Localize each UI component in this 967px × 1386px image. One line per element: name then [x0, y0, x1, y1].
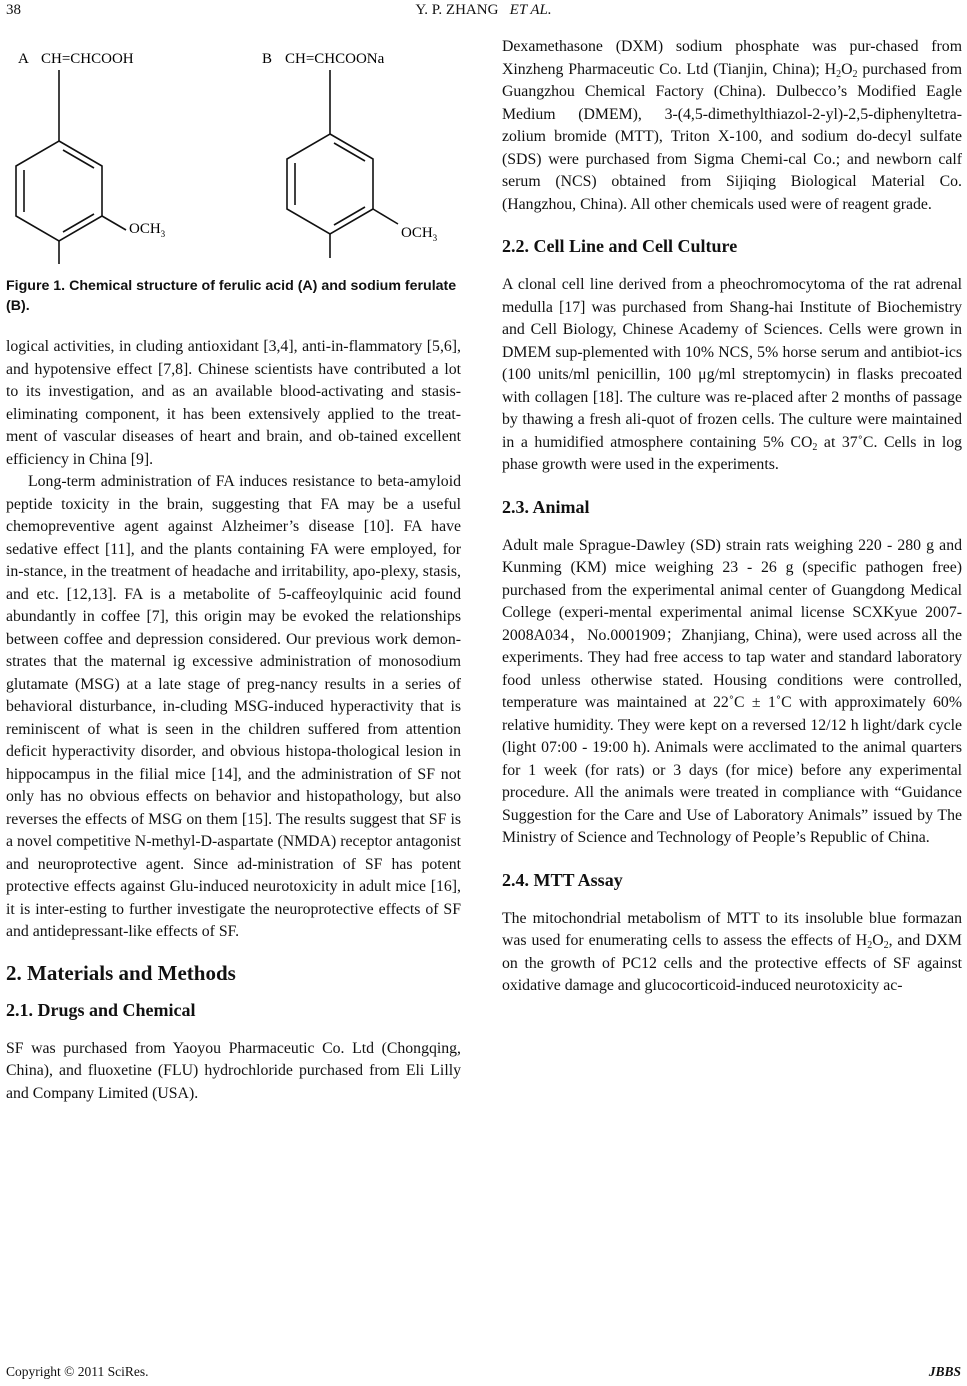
subsection-heading: 2.4. MTT Assay [502, 869, 623, 890]
right-column [502, 36, 962, 998]
benzene-ring-a [16, 141, 102, 241]
bond-a-och3 [102, 216, 126, 230]
structure-a [16, 70, 126, 264]
author-name: Y. P. ZHANG [415, 2, 499, 18]
page-number: 38 [6, 2, 21, 18]
label-b: B [262, 51, 273, 67]
left-column [6, 36, 461, 1105]
paragraph: The mitochondrial metabolism of MTT to its insoluble blue formazan was used for enumerating cells to assess the effects of $H_2O_2$, and DXM on the growth of PC12 cells and the protective effects of SF against oxidative damage and glucocorticoid-induced neurotoxicity ac- [502, 909, 962, 994]
chemical-structure-diagram [6, 36, 461, 268]
structure-b [287, 70, 398, 258]
paragraph: logical activities, in cluding antioxidant [3,4], anti-in-flammatory [5,6], and hypotensive effect [7,8]. Chinese scientists have contributed a lot to its investigation, and as an available blood-activating and stasis-eliminating component, it has been extensively applied to the treat-ment of vascular diseases of heart and brain, and ob-tained excellent efficiency in China [9]. [6, 338, 461, 468]
paragraph: SF was purchased from Yaoyou Pharmaceutic Co. Ltd (Chongqing, China), and fluoxetine (FLU) hydrochloride purchased from Eli Lilly and Company Limited (USA). [6, 1039, 461, 1102]
subsection-heading: 2.3. Animal [502, 496, 590, 517]
bond-b-och3 [373, 209, 398, 224]
group-a: CH=CHCOOH [41, 51, 134, 67]
och3-a: $OCH_3$ [129, 221, 166, 239]
section-heading: 2. Materials and Methods [6, 960, 236, 985]
benzene-ring-b [287, 134, 373, 234]
och3-b: $OCH_3$ [401, 225, 438, 243]
paragraph: Adult male Sprague-Dawley (SD) strain rats weighing 220 - 280 g and Kunming (KM) mice weighing 23 - 26 g (specific pathogen free) purchased from the experimental animal center of Guangdong Medical College (experi-mental experimental animal license SCXKyue 2007-2008A034，No.0001909；Zhanjiang, China), were used across all the experiments. They had free access to tap water and standard laboratory food unless otherwise stated. Housing conditions were controlled, temperature was maintained at 22˚C ± 1˚C with approximately 60% relative humidity. They were kept on a reversed 12/12 h light/dark cycle (light 07:00 - 19:00 h). Animals were acclimated to the animal quarters for 1 week (for rats) or 3 days (for mice) before any experimental procedure. All the animals were treated in compliance with “Guidance Suggestion for the Care and Use of Laboratory Animals” issued by The Ministry of Science and Technology of People’s Republic of China. [502, 536, 962, 846]
subsection-heading: 2.2. Cell Line and Cell Culture [502, 236, 738, 256]
paragraph: Dexamethasone (DXM) sodium phosphate was pur-chased from Xinzheng Pharmaceutic Co. Ltd (Tianjin, China); $H_2O_2$ purchased from Guangzhou Chemical Factory (China). Dulbecco’s Modified Eagle Medium (DMEM), 3-(4,5-dimethylthiazol-2-yl)-2,5-diphenyltetra-zolium bromide (MTT), Triton X-100, and sodium do-decyl sulfate (SDS) were purchased from Sigma Chemi-cal Co.; and newborn calf serum (NCS) obtained from Sijiqing Biological Material Co. (Hangzhou, China). All other chemicals used were of reagent grade. [502, 38, 962, 213]
figure-1 [6, 36, 461, 268]
paragraph: A clonal cell line derived from a pheochromocytoma of the rat adrenal medulla [17] was purchased from Shang-hai Institute of Biochemistry and Cell Biology, Chinese Academy of Sciences. Cells were grown in DMEM sup-plemented with 10% NCS, 5% horse serum and antibiot-ics (100 units/ml penicillin, 100 μg/ml streptomycin) in flasks precoated with collagen [18]. The culture was re-placed after 2 months of passage by thawing a fresh ali-quot of frozen cells. The culture were maintained in a humidified atmosphere containing 5% $CO_2$ at 37˚C. Cells in log phase growth were used in the experiments. [502, 276, 963, 473]
oh-b [319, 267, 341, 268]
label-a: A [18, 51, 29, 67]
running-header [0, 2, 967, 19]
journal-footer: JBBS [928, 1364, 961, 1379]
copyright-footer: Copyright © 2011 SciRes. [6, 1364, 149, 1379]
author-etal: ET AL. [509, 2, 552, 18]
paragraph: Long-term administration of FA induces resistance to beta-amyloid peptide toxicity in the brain, suggesting that FA may be a useful chemopreventive agent against Alzheimer’s disease [10]. FA have sedative effect [11], and the plants containing FA were employed, for in-stance, in the treatment of headache and irritability, apo-plexy, stasis, and etc. [12,13]. FA is a metabolite of 5-caffeoylquinic acid found abundantly in coffee [7], this origin may be evoked the relationships between coffee and depression considered. Our previous work demon-strates that the maternal ig excessive administration of monosodium glutamate (MSG) at a late stage of preg-nancy results in a series of behavioral disturbance, in-cluding MSG-induced hyperactivity that is reminiscent of what is seen in the children suffered from attention deficit hyperactivity disorder, and obvious histopa-thological lesion in hippocampus in the filial mice [14], and the administration of SF not only has no obvious effects on behavior and histopathology, but also reverses the effects of MSG on them [15]. The results suggest that SF is a novel competitive N-methyl-D-aspartate (NMDA) receptor antagonist and neuroprotective agent. Since ad-ministration of SF has potent protective effects against Glu-induced neurotoxicity in adult mice [16], it is inter-esting to further investigate the neuroprotective effects of SF and antidepressant-like effects of SF. [6, 473, 461, 940]
group-b: CH=CHCOONa [285, 51, 385, 67]
figure-caption: Figure 1. Chemical structure of ferulic acid (A) and sodium ferulate (B). [6, 278, 457, 314]
subsection-heading: 2.1. Drugs and Chemical [6, 999, 196, 1020]
